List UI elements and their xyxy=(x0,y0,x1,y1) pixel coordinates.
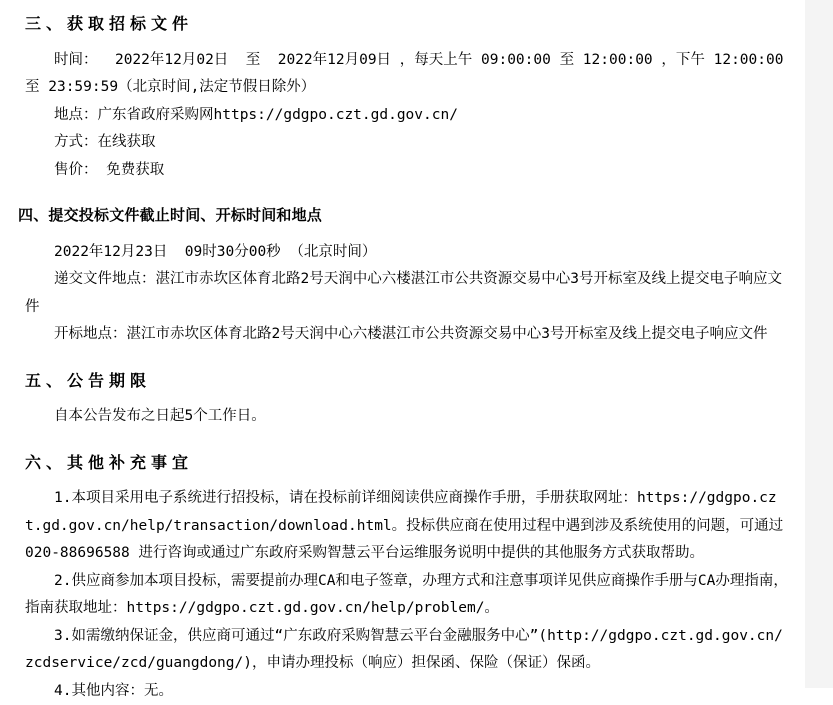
para-obtain-price: 售价： 免费获取 xyxy=(25,157,789,185)
para-obtain-method: 方式：在线获取 xyxy=(25,129,789,157)
para-other-item-1: 1.本项目采用电子系统进行招投标，请在投标前详细阅读供应商操作手册，手册获取网址：https://gdgpo.czt.gd.gov.cn/help/transaction/download.html。投标供应商在使用过程中遇到涉及系统使用的问题，可通过020-88696588 进行咨询或通过广东政府采购智慧云平台运维服务说明中提供的其他服务方式获取帮助。 xyxy=(25,485,789,568)
right-gutter xyxy=(805,0,833,688)
section-heading: 五、公告期限 xyxy=(25,367,789,395)
section-announcement-period xyxy=(25,367,789,431)
section-obtain-bid-documents xyxy=(25,10,789,184)
para-obtain-location: 地点：广东省政府采购网https://gdgpo.czt.gd.gov.cn/ xyxy=(25,102,789,130)
para-deadline-time: 2022年12月23日 09时30分00秒 （北京时间） xyxy=(25,239,789,267)
section-other-matters xyxy=(25,449,789,705)
para-opening-location: 开标地点：湛江市赤坎区体育北路2号天润中心六楼湛江市公共资源交易中心3号开标室及线上提交电子响应文件 xyxy=(25,321,789,349)
para-announcement-period: 自本公告发布之日起5个工作日。 xyxy=(25,403,789,431)
para-other-item-2: 2.供应商参加本项目投标，需要提前办理CA和电子签章，办理方式和注意事项详见供应商操作手册与CA办理指南，指南获取地址：https://gdgpo.czt.gd.gov.cn/help/problem/。 xyxy=(25,568,789,623)
section-heading: 六、其他补充事宜 xyxy=(25,449,789,477)
para-other-item-3: 3.如需缴纳保证金，供应商可通过“广东政府采购智慧云平台金融服务中心”(http://gdgpo.czt.gd.gov.cn/zcdservice/zcd/guangdong/)，申请办理投标（响应）担保函、保险（保证）保函。 xyxy=(25,623,789,678)
para-obtain-time: 时间： 2022年12月02日 至 2022年12月09日 ，每天上午 09:00:00 至 12:00:00 ，下午 12:00:00 至 23:59:59（北京时间,法定节假日除外） xyxy=(25,47,789,102)
para-submission-location: 递交文件地点：湛江市赤坎区体育北路2号天润中心六楼湛江市公共资源交易中心3号开标室及线上提交电子响应文件 xyxy=(25,266,789,321)
section-deadline-and-opening xyxy=(25,202,789,349)
para-other-item-4: 4.其他内容：无。 xyxy=(25,678,789,705)
section-heading: 四、提交投标文件截止时间、开标时间和地点 xyxy=(18,202,789,230)
section-heading: 三、获取招标文件 xyxy=(25,10,789,38)
